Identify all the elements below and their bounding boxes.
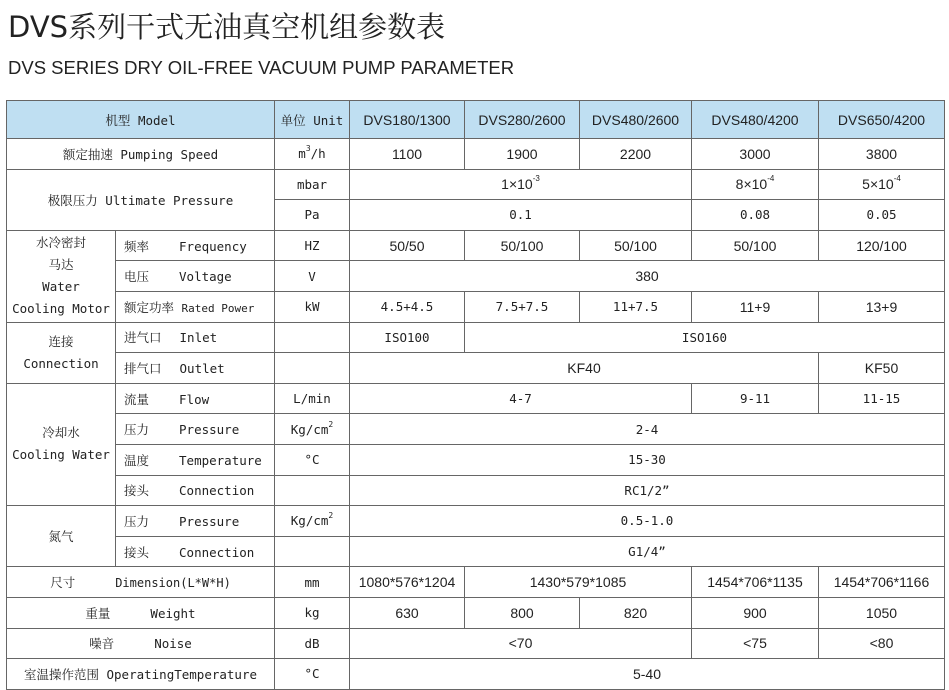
header-model-2: DVS280/2600 [465, 101, 580, 139]
water-connection-value: RC1/2” [350, 475, 945, 506]
nitrogen-pressure-value: 0.5-1.0 [350, 506, 945, 537]
dimension-label: 尺寸 Dimension(L*W*H) [7, 567, 275, 598]
row-water-temperature [7, 444, 945, 475]
header-model-1: DVS180/1300 [350, 101, 465, 139]
motor-group-label: 水冷密封 马达 Water Cooling Motor [7, 230, 116, 322]
row-operating-temperature [7, 659, 945, 690]
weight-3: 820 [580, 597, 692, 628]
header-model-3: DVS480/2600 [580, 101, 692, 139]
pumping-speed-4: 3000 [692, 139, 819, 170]
voltage-unit: V [275, 261, 350, 292]
row-frequency [7, 230, 945, 261]
row-pumping-speed [7, 139, 945, 170]
nitrogen-connection-unit [275, 536, 350, 567]
frequency-3: 50/100 [580, 230, 692, 261]
operating-temperature-value: 5-40 [350, 659, 945, 690]
inlet-unit [275, 322, 350, 353]
water-temperature-unit: °C [275, 444, 350, 475]
ultimate-pressure-pa-c: 0.05 [819, 200, 945, 231]
page-subtitle: DVS SERIES DRY OIL-FREE VACUUM PUMP PARAMETER [8, 57, 515, 78]
connection-group-label: 连接 Connection [7, 322, 116, 383]
operating-temperature-unit: °C [275, 659, 350, 690]
ultimate-pressure-mbar-a: $1\times 10^{-3}$ [350, 169, 692, 200]
pumping-speed-3: 2200 [580, 139, 692, 170]
flow-c: 11-15 [819, 383, 945, 414]
frequency-label: 频率 Frequency [116, 230, 275, 261]
ultimate-pressure-pa-a: 0.1 [350, 200, 692, 231]
noise-unit: dB [275, 628, 350, 659]
pumping-speed-2: 1900 [465, 139, 580, 170]
water-pressure-unit: $Kg/cm^2$ [275, 414, 350, 445]
row-flow [7, 383, 945, 414]
pumping-speed-label: 额定抽速 Pumping Speed [7, 139, 275, 170]
row-water-pressure [7, 414, 945, 445]
nitrogen-pressure-label: 压力 Pressure [116, 506, 275, 537]
outlet-unit [275, 353, 350, 384]
weight-5: 1050 [819, 597, 945, 628]
nitrogen-connection-label: 接头 Connection [116, 536, 275, 567]
outlet-label: 排气口 Outlet [116, 353, 275, 384]
rated-power-2: 7.5+7.5 [465, 291, 580, 322]
outlet-a: KF40 [350, 353, 819, 384]
noise-label: 噪音 Noise [7, 628, 275, 659]
parameter-table [6, 100, 945, 690]
nitrogen-group-label: 氮气 [7, 506, 116, 567]
cooling-water-group-label: 冷却水 Cooling Water [7, 383, 116, 505]
flow-b: 9-11 [692, 383, 819, 414]
flow-unit: L/min [275, 383, 350, 414]
row-rated-power [7, 291, 945, 322]
row-water-connection [7, 475, 945, 506]
weight-2: 800 [465, 597, 580, 628]
page-title: DVS系列干式无油真空机组参数表 [8, 10, 446, 44]
header-model-4: DVS480/4200 [692, 101, 819, 139]
ultimate-pressure-label: 极限压力 Ultimate Pressure [7, 169, 275, 230]
header-model: 机型 Model [7, 101, 275, 139]
frequency-5: 120/100 [819, 230, 945, 261]
operating-temperature-label: 室温操作范围 OperatingTemperature [7, 659, 275, 690]
pumping-speed-unit: $m^3/h$ [275, 139, 350, 170]
row-nitrogen-pressure [7, 506, 945, 537]
pumping-speed-1: 1100 [350, 139, 465, 170]
water-temperature-label: 温度 Temperature [116, 444, 275, 475]
outlet-b: KF50 [819, 353, 945, 384]
frequency-4: 50/100 [692, 230, 819, 261]
water-pressure-value: 2-4 [350, 414, 945, 445]
weight-1: 630 [350, 597, 465, 628]
inlet-label: 进气口 Inlet [116, 322, 275, 353]
rated-power-4: 11+9 [692, 291, 819, 322]
water-connection-label: 接头 Connection [116, 475, 275, 506]
voltage-label: 电压 Voltage [116, 261, 275, 292]
weight-4: 900 [692, 597, 819, 628]
ultimate-pressure-mbar-unit: mbar [275, 169, 350, 200]
pumping-speed-5: 3800 [819, 139, 945, 170]
ultimate-pressure-mbar-b: $8\times 10^{-4}$ [692, 169, 819, 200]
dimension-c: 1454*706*1135 [692, 567, 819, 598]
row-voltage [7, 261, 945, 292]
header-unit: 单位 Unit [275, 101, 350, 139]
noise-c: <80 [819, 628, 945, 659]
header-model-5: DVS650/4200 [819, 101, 945, 139]
rated-power-unit: kW [275, 291, 350, 322]
flow-label: 流量 Flow [116, 383, 275, 414]
water-pressure-label: 压力 Pressure [116, 414, 275, 445]
weight-unit: kg [275, 597, 350, 628]
dimension-b: 1430*579*1085 [465, 567, 692, 598]
water-temperature-value: 15-30 [350, 444, 945, 475]
water-connection-unit [275, 475, 350, 506]
nitrogen-connection-value: G1/4” [350, 536, 945, 567]
row-inlet [7, 322, 945, 353]
inlet-b: ISO160 [465, 322, 945, 353]
ultimate-pressure-mbar-c: $5\times 10^{-4}$ [819, 169, 945, 200]
row-outlet [7, 353, 945, 384]
flow-a: 4-7 [350, 383, 692, 414]
noise-a: <70 [350, 628, 692, 659]
rated-power-5: 13+9 [819, 291, 945, 322]
frequency-unit: HZ [275, 230, 350, 261]
inlet-a: ISO100 [350, 322, 465, 353]
row-nitrogen-connection [7, 536, 945, 567]
row-weight [7, 597, 945, 628]
dimension-d: 1454*706*1166 [819, 567, 945, 598]
frequency-2: 50/100 [465, 230, 580, 261]
rated-power-label: 额定功率 Rated Power [116, 291, 275, 322]
frequency-1: 50/50 [350, 230, 465, 261]
rated-power-1: 4.5+4.5 [350, 291, 465, 322]
header-row [7, 101, 945, 139]
dimension-a: 1080*576*1204 [350, 567, 465, 598]
ultimate-pressure-pa-b: 0.08 [692, 200, 819, 231]
rated-power-3: 11+7.5 [580, 291, 692, 322]
nitrogen-pressure-unit: $Kg/cm^2$ [275, 506, 350, 537]
row-noise [7, 628, 945, 659]
noise-b: <75 [692, 628, 819, 659]
row-ultimate-pressure-mbar [7, 169, 945, 200]
ultimate-pressure-pa-unit: Pa [275, 200, 350, 231]
dimension-unit: mm [275, 567, 350, 598]
row-dimension [7, 567, 945, 598]
voltage-value: 380 [350, 261, 945, 292]
weight-label: 重量 Weight [7, 597, 275, 628]
